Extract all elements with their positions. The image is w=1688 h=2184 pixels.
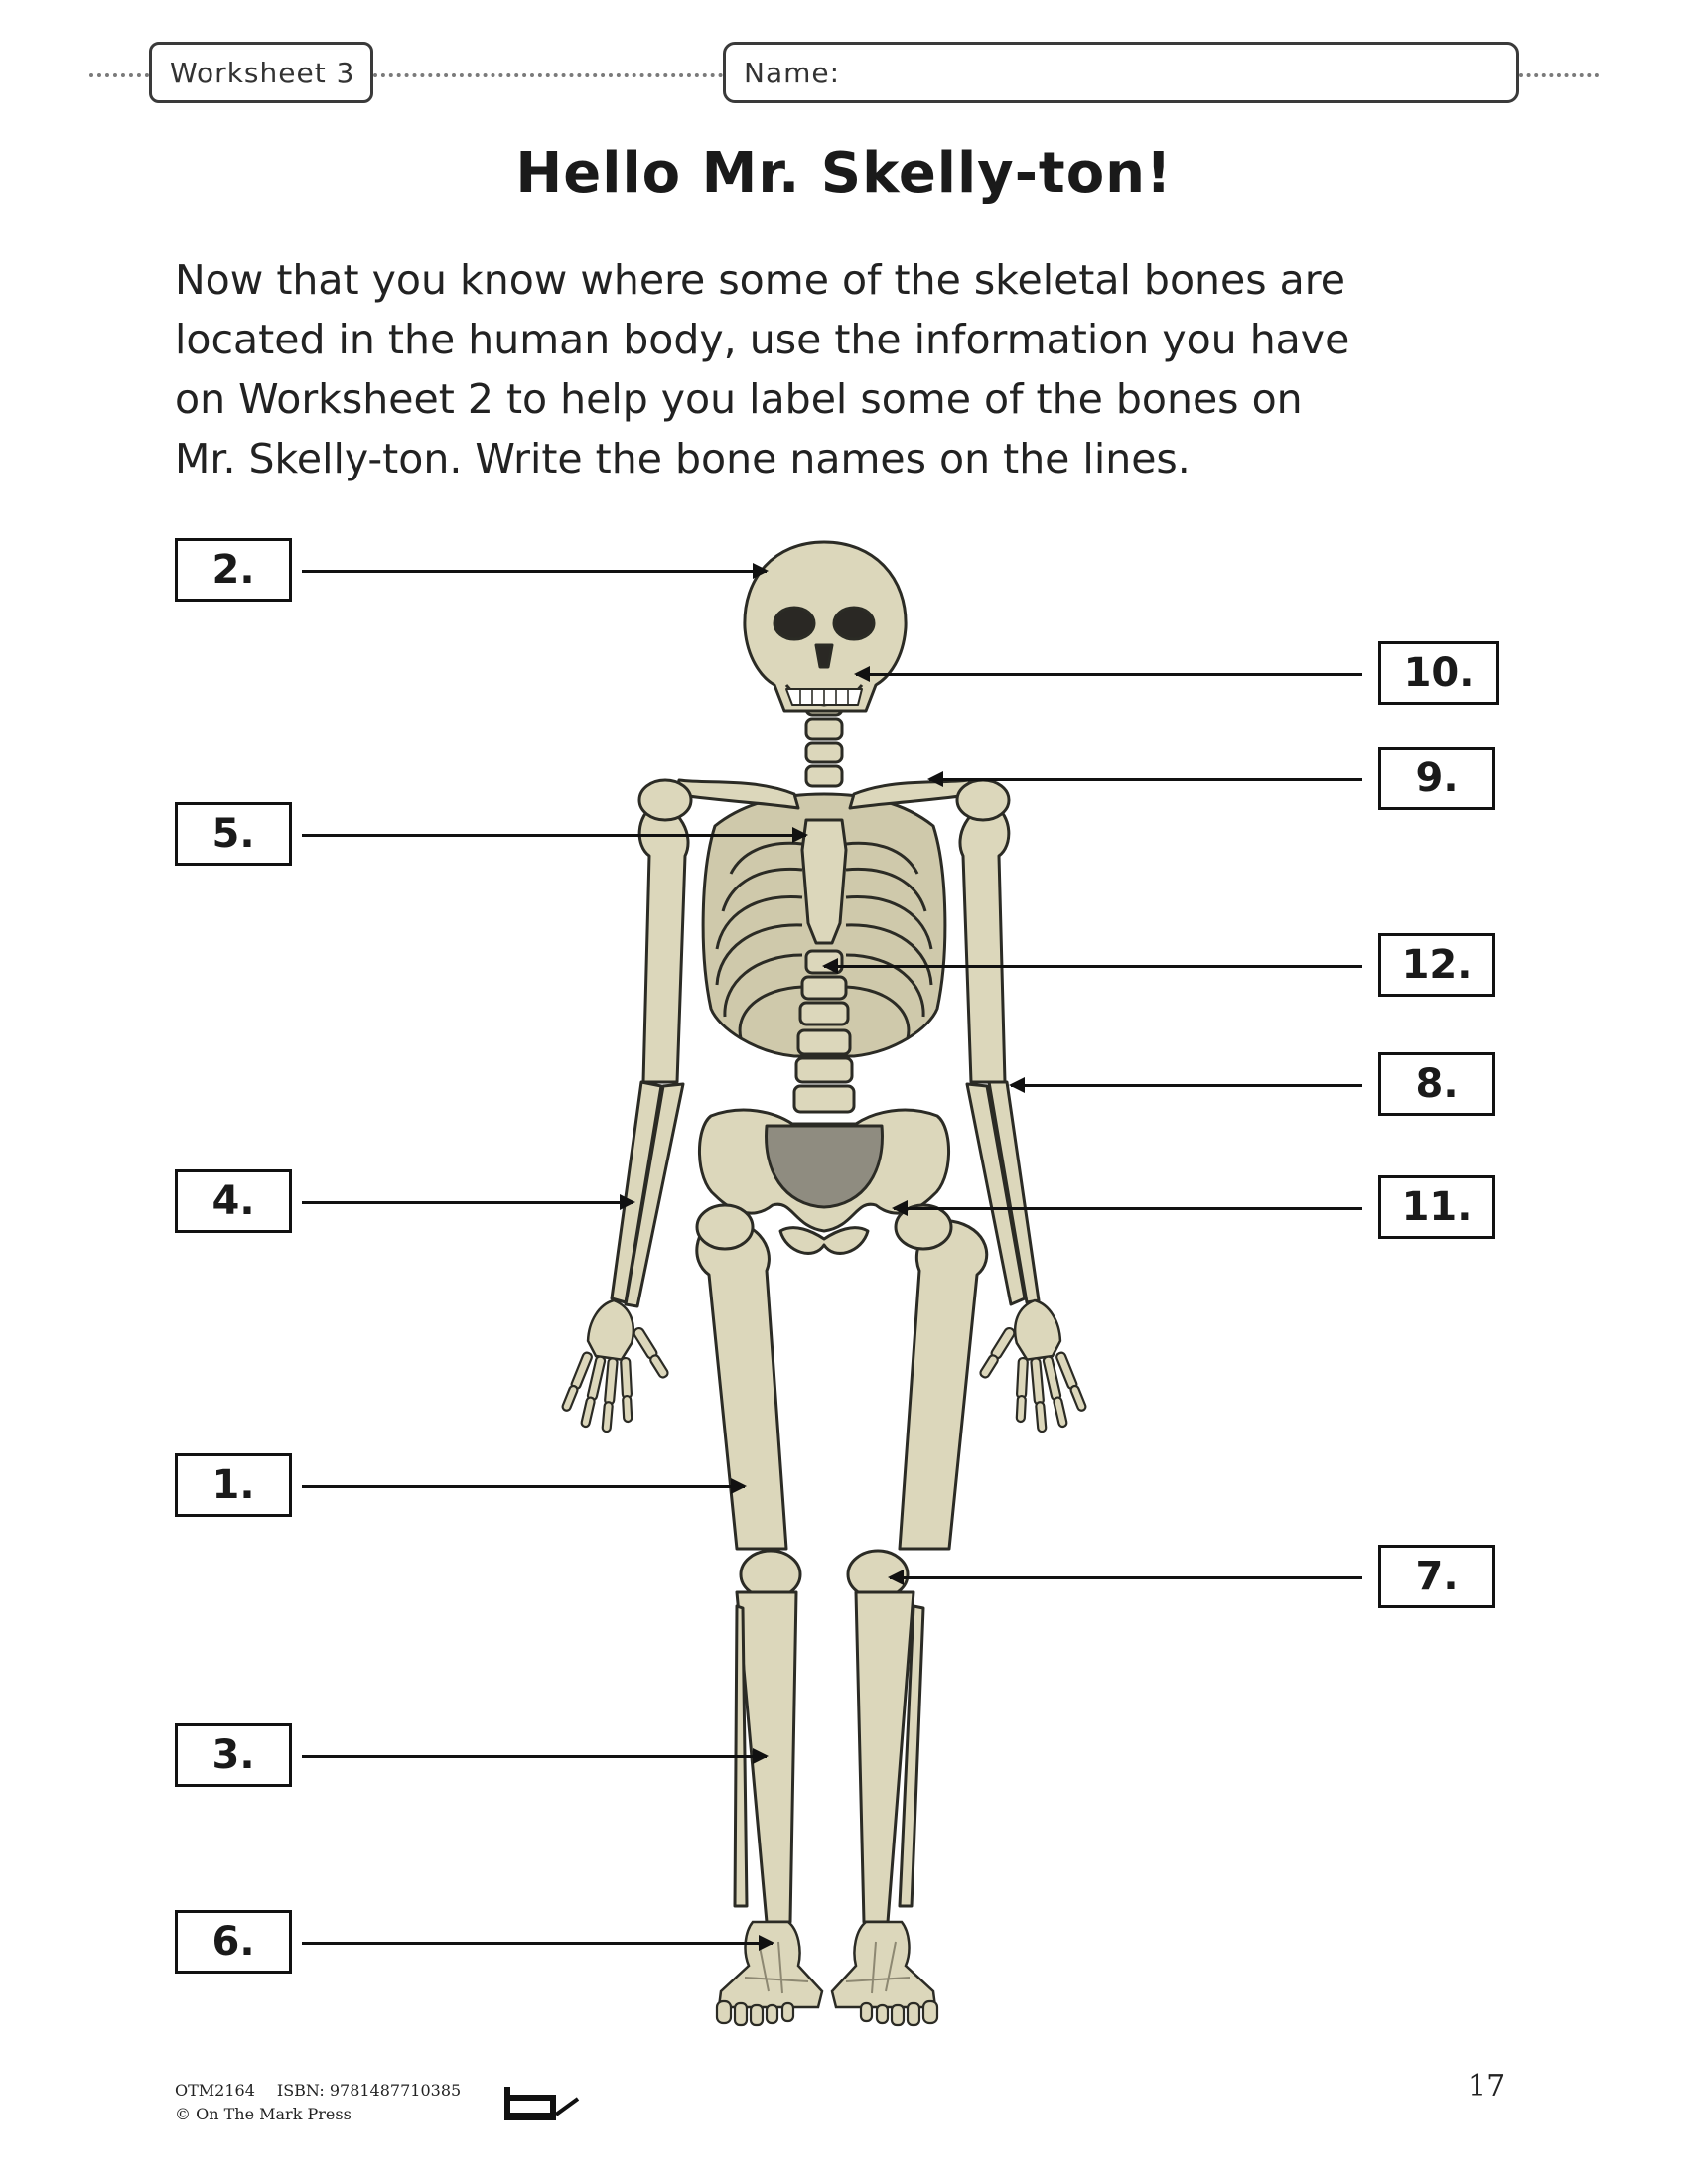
label-box-9[interactable] bbox=[1378, 747, 1495, 810]
pointer-line-9 bbox=[929, 778, 1362, 781]
pointer-line-12 bbox=[824, 965, 1362, 968]
page-number: 17 bbox=[1468, 2069, 1506, 2104]
pointer-line-5 bbox=[302, 834, 806, 837]
instructions-line-2: located in the human body, use the information you have bbox=[175, 316, 1350, 363]
page-title: Hello Mr. Skelly-ton! bbox=[515, 141, 1173, 205]
copyright: © On The Mark Press bbox=[175, 2105, 352, 2123]
label-number-6: 6. bbox=[211, 1919, 255, 1965]
pointer-line-11 bbox=[894, 1207, 1362, 1210]
label-box-2[interactable] bbox=[175, 538, 292, 602]
pointer-line-1 bbox=[302, 1485, 745, 1488]
instructions-line-4: Mr. Skelly-ton. Write the bone names on the lines. bbox=[175, 435, 1191, 482]
label-box-11[interactable] bbox=[1378, 1175, 1495, 1239]
label-box-4[interactable] bbox=[175, 1169, 292, 1233]
label-number-11: 11. bbox=[1401, 1184, 1473, 1230]
label-box-12[interactable] bbox=[1378, 933, 1495, 997]
pointer-line-2 bbox=[302, 570, 767, 573]
pointer-line-7 bbox=[890, 1576, 1362, 1579]
label-box-6[interactable] bbox=[175, 1910, 292, 1974]
isbn: ISBN: 9781487710385 bbox=[276, 2081, 462, 2100]
pointer-line-6 bbox=[302, 1942, 773, 1945]
pointer-line-4 bbox=[302, 1201, 633, 1204]
label-box-7[interactable] bbox=[1378, 1545, 1495, 1608]
pointer-line-3 bbox=[302, 1755, 767, 1758]
pointer-line-10 bbox=[856, 673, 1362, 676]
worksheet-label: Worksheet 3 bbox=[170, 56, 355, 89]
label-number-3: 3. bbox=[211, 1732, 255, 1778]
label-number-7: 7. bbox=[1415, 1554, 1459, 1599]
product-code: OTM2164 bbox=[175, 2081, 255, 2100]
instructions-line-1: Now that you know where some of the skeletal bones are bbox=[175, 256, 1345, 304]
label-number-1: 1. bbox=[211, 1462, 255, 1508]
label-number-5: 5. bbox=[211, 811, 255, 857]
footer-credits bbox=[175, 2079, 483, 2126]
label-number-10: 10. bbox=[1403, 650, 1475, 696]
label-number-9: 9. bbox=[1415, 755, 1459, 801]
label-number-2: 2. bbox=[211, 547, 255, 593]
pointer-line-8 bbox=[1011, 1084, 1362, 1087]
label-box-5[interactable] bbox=[175, 802, 292, 866]
label-number-8: 8. bbox=[1415, 1061, 1459, 1107]
name-label: Name: bbox=[744, 56, 841, 89]
label-number-12: 12. bbox=[1401, 942, 1473, 988]
label-box-10[interactable] bbox=[1378, 641, 1499, 705]
instructions-line-3: on Worksheet 2 to help you label some of the bones on bbox=[175, 375, 1303, 423]
label-box-8[interactable] bbox=[1378, 1052, 1495, 1116]
label-box-1[interactable] bbox=[175, 1453, 292, 1517]
publisher-logo-icon bbox=[500, 2081, 582, 2124]
label-number-4: 4. bbox=[211, 1178, 255, 1224]
label-box-3[interactable] bbox=[175, 1723, 292, 1787]
